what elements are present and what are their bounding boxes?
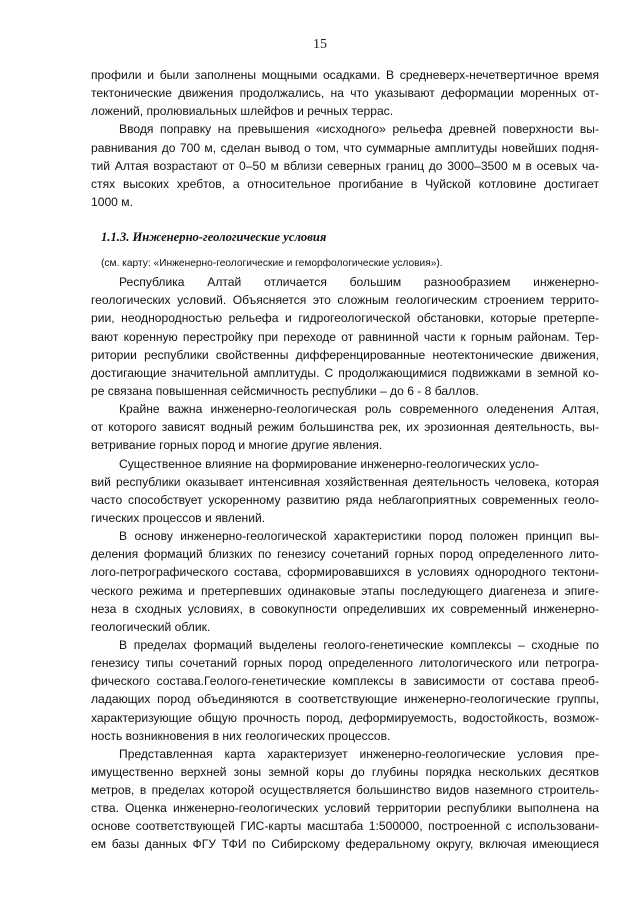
- text-line: ладающих пород объединяются в соответствующие инженерно-геологические группы,: [91, 692, 599, 707]
- text-line: вают коренную перестройку при переходе от равнинной части к горным районам. Тер-: [91, 329, 599, 344]
- paragraph-6: [91, 527, 599, 636]
- text-line: деления формаций близких по генезису сочетаний горных пород определенного лито-: [91, 547, 599, 562]
- paragraph-2: [91, 120, 599, 211]
- text-line: Представленная карта характеризует инженерно-геологические условия пре-: [119, 746, 599, 761]
- text-line: достигающие значительной амплитуды. С продолжающимися подвижками в земной ко-: [91, 365, 599, 380]
- spacer: [91, 211, 599, 227]
- paragraph-1: [91, 66, 599, 120]
- paragraph-4: [91, 400, 599, 454]
- text-line: вий республики оказывает интенсивная хозяйственная деятельность человека, которая: [91, 474, 599, 489]
- text-line: Существенное влияние на формирование инженерно-геологических усло-: [119, 456, 540, 471]
- text-line: гических процессов и явлений.: [91, 510, 266, 525]
- text-line: ре связана повышенная сейсмичность республики – до 6 - 8 баллов.: [91, 383, 479, 398]
- text-line: профили и были заполнены мощными осадками. В средневерх-нечетвертичное время: [91, 68, 599, 82]
- body-text: [91, 66, 599, 854]
- text-line: ческого режима и претерпевших одинаковые этапы последующего диагенеза и эпиге-: [91, 583, 599, 598]
- text-line: лого-петрографического состава, сформировавшихся в условиях однородного тектони-: [91, 565, 599, 580]
- paragraph-8: [91, 745, 599, 854]
- text-line: ветривание горных пород и многие другие явления.: [91, 438, 383, 453]
- text-line: ства. Оценка инженерно-геологических условий территории республики выполнена на: [91, 801, 599, 816]
- text-line: Вводя поправку на превышения «исходного» рельефа древней поверхности вы-: [119, 122, 599, 137]
- text-line: генезису типы сочетаний горных пород определенного литологического или петрогра-: [91, 656, 599, 671]
- text-line: основе соответствующей ГИС-карты масштаба 1:500000, построенной с использовани-: [91, 819, 599, 834]
- text-line: ем базы данных ФГУ ТФИ по Сибирскому федеральному округу, включая имеющиеся: [91, 837, 599, 852]
- text-line: 1000 м.: [91, 194, 133, 209]
- spacer: [91, 247, 599, 255]
- text-line: характеризующие общую прочность пород, деформируемость, водостойкость, возмож-: [91, 710, 599, 725]
- text-line: фического состава.Геолого-генетические комплексы в зависимости от состава преоб-: [91, 674, 599, 689]
- text-line: ложений, пролювиальных шлейфов и речных террас.: [91, 104, 394, 119]
- page-number: 15: [313, 37, 327, 52]
- section-heading: 1.1.3. Инженерно-геологические условия: [101, 230, 327, 245]
- text-line: часто способствует ускоренному развитию ряда неблагоприятных современных геоло-: [91, 492, 599, 507]
- text-line: В основу инженерно-геологической характеристики пород положен принцип вы-: [119, 529, 599, 544]
- text-line: от которого зависят водный режим большинства рек, их эрозионная деятельность, вы-: [91, 420, 599, 435]
- text-line: геологических условий. Объясняется это сложным геологическим строением террито-: [91, 293, 599, 308]
- text-line: Крайне важна инженерно-геологическая роль современного оледенения Алтая,: [119, 402, 599, 417]
- text-line: Республика Алтай отличается большим разнообразием инженерно-: [119, 275, 599, 290]
- text-line: неза в сходных условиях, в совокупности определивших их современный инженерно-: [91, 601, 599, 616]
- text-line: геологический облик.: [91, 619, 211, 634]
- text-line: рии, неоднородностью рельефа и гидрогеологической обстановки, которые претерпе-: [91, 311, 599, 326]
- text-line: ритории республики свойственны дифференцированные неотектонические движения,: [91, 347, 599, 362]
- text-line: метров, в пределах которой осуществляется большинство видов наземного строитель-: [91, 783, 599, 798]
- text-line: ность возникновения в них геологических процессов.: [91, 728, 391, 743]
- paragraph-5: [91, 455, 599, 528]
- text-line: тектонические движения продолжались, на что указывают деформации моренных от-: [91, 86, 599, 101]
- map-reference: (см. карту: «Инженерно-геологические и геморфологические условия»).: [101, 258, 443, 270]
- text-line: имущественно верхней зоны земной коры до глубины порядка нескольких десятков: [91, 764, 599, 779]
- text-line: стях высоких хребтов, а относительное прогибание в Чуйской котловине достигает: [91, 176, 599, 191]
- paragraph-3: [91, 273, 599, 400]
- text-line: В пределах формаций выделены геолого-генетические комплексы – сходные по: [119, 637, 599, 652]
- paragraph-7: [91, 636, 599, 745]
- text-line: тий Алтая возрастают от 0–50 м вблизи северных границ до 3000–3500 м в осевых ча-: [91, 158, 599, 173]
- text-line: равнивания до 700 м, сделан вывод о том, что суммарные амплитуды новейших подня-: [91, 140, 599, 155]
